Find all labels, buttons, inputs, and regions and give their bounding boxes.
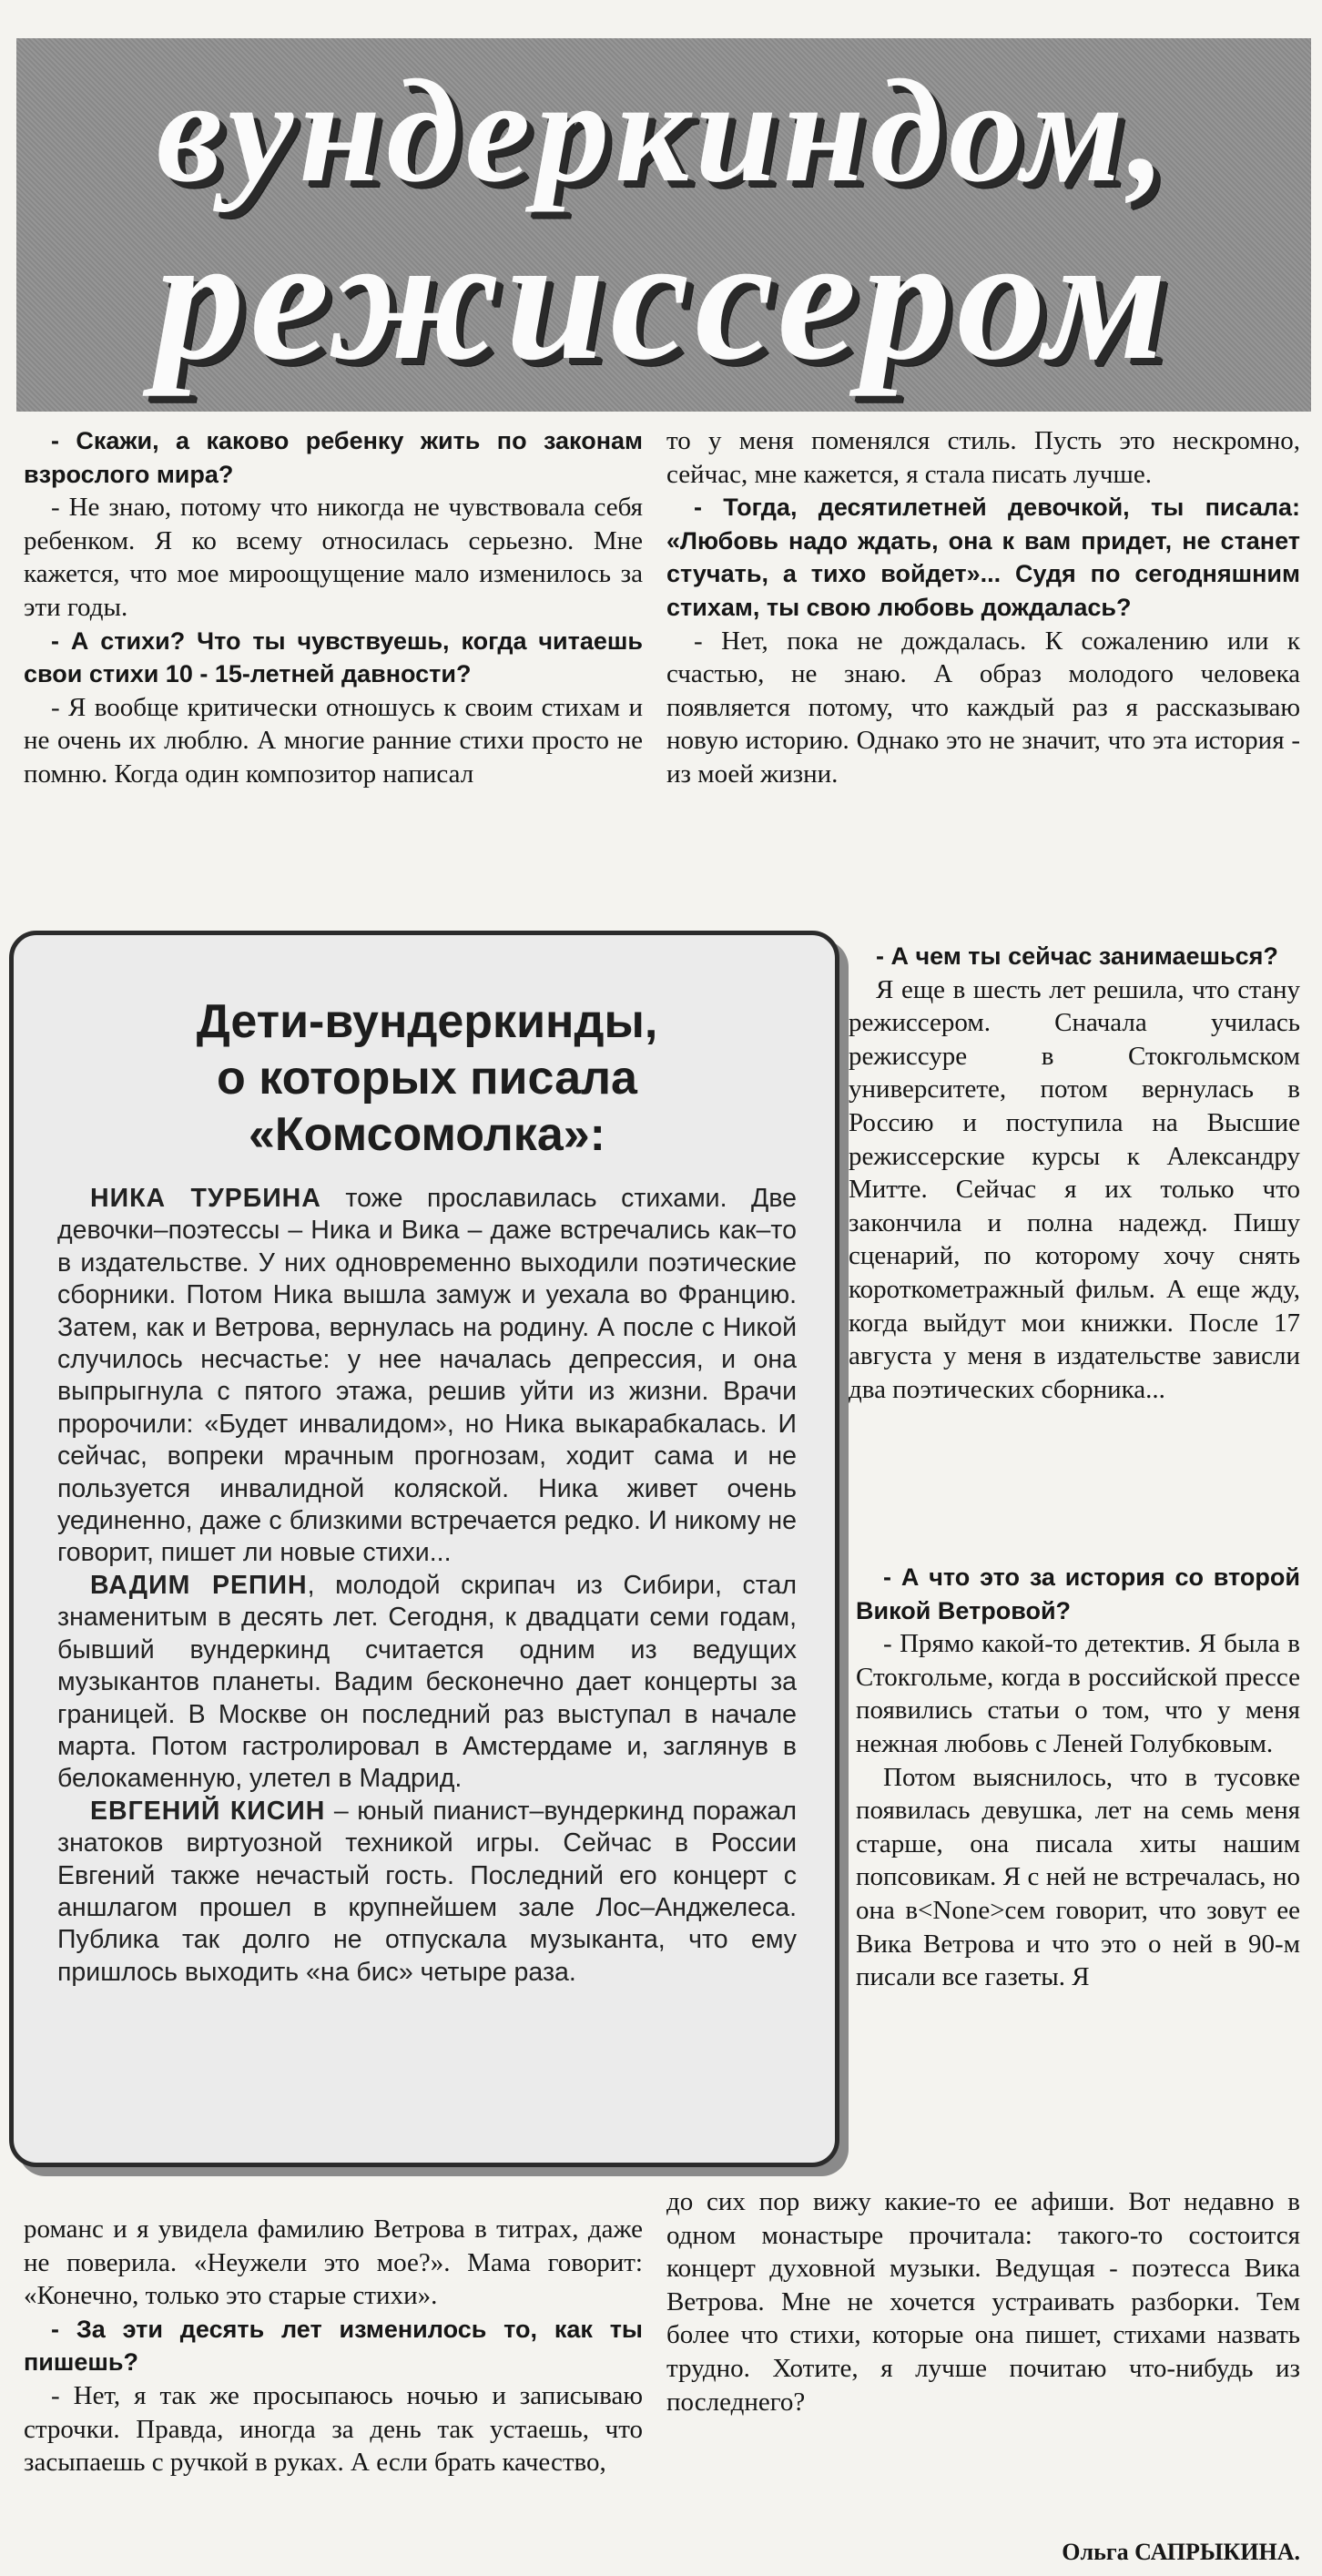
sidebar-text: [57, 1183, 797, 1989]
continuation: романс и я увидела фамилию Ветрова в титрах, даже не поверила. «Неужели это мое?». Мама говорит: «Конечно, только это старые стихи».: [24, 2215, 643, 2311]
sidebar-entry: [57, 1183, 797, 1570]
entry-text: , молодой скрипач из Сибири, стал знаменитым в десять лет. Сегодня, к двадцати семи годам, бывший вундеркинд считается одним из ведущих музыкантов планеты. Вадим бесконечно дает концерты за границей. В Москве он последний раз выступал в начале марта. Потом гастролировал в Амстердаме и, заглянув в белокаменную, улетел в Мадрид.: [57, 1570, 798, 1794]
question: - А стихи? Что ты чувствуешь, когда читаешь свои стихи 10 - 15-летней давности?: [24, 626, 643, 688]
headline-line-2: режиссером: [155, 199, 1173, 397]
question: - А чем ты сейчас занимаешься?: [876, 942, 1278, 970]
question: - А что это за история со второй Викой Ветровой?: [856, 1563, 1300, 1624]
question: - Тогда, десятилетней девочкой, ты писала: «Любовь надо ждать, она к вам придет, не станет стучать, а тихо войдет»... Судя по сегодняшним стихам, ты свою любовь дождалась?: [666, 494, 1300, 621]
sidebar-title: [57, 993, 797, 1163]
entry-name: НИКА ТУРБИНА: [90, 1184, 321, 1213]
sidebar-title-line: о которых писала: [217, 1052, 637, 1105]
answer: - Я вообще критически отношусь к своим стихам и не очень их люблю. А многие ранние стихи просто не помню. Когда один композитор написал: [24, 692, 643, 789]
sidebar-title-line: Дети-вундеркинды,: [196, 995, 658, 1048]
continuation: то у меня поменялся стиль. Пусть это нескромно, сейчас, мне кажется, я стала писать лучше.: [666, 426, 1300, 489]
article-column-right-low: [856, 1561, 1300, 1994]
entry-name: ЕВГЕНИЙ КИСИН: [90, 1796, 326, 1826]
author-byline: Ольга САПРЫКИНА.: [1062, 2539, 1300, 2565]
article-column-right-bottom: [666, 2185, 1300, 2418]
entry-text: тоже прославилась стихами. Две девочки–поэтессы – Ника и Вика – даже встречались как–то в издательстве. У них одновременно выходили поэтические сборники. Потом Ника вышла замуж и уехала во Францию. Затем, как и Ветрова, вернулась на родину. А после с Никой случилось несчастье: у нее началась депрессия, и она выпрыгнула с пятого этажа, решив уйти из жизни. Врачи пророчили: «Будет инвалидом», но Ника выкарабкалась. И сейчас, вопреки мрачным прогнозам, ходит сама и не пользуется инвалидной коляской. Ника живет очень уединенно, даже с близкими встречается редко. И никому не говорит, пишет ли новые стихи...: [57, 1184, 797, 1568]
sidebar-entry: [57, 1796, 797, 1989]
article-column-right-mid: [849, 940, 1300, 1406]
headline-banner: [16, 38, 1311, 412]
sidebar-entry: [57, 1570, 797, 1796]
sidebar-title-line: «Комсомолка»:: [249, 1108, 605, 1161]
entry-name: ВАДИМ РЕПИН: [90, 1570, 308, 1600]
article-column-left-top: [24, 424, 643, 791]
answer: - Нет, пока не дождалась. К сожалению или к счастью, не знаю. А образ молодого человека появляется потому, что каждый раз я рассказываю новую историю. Однако это не значит, что эта история - из моей жизни.: [666, 626, 1300, 789]
answer: - Прямо какой-то детектив. Я была в Стокгольме, когда в российской прессе появились статьи о том, что у меня нежная любовь с Леней Голубковым.: [856, 1629, 1300, 1758]
headline-line-1: вундеркиндом,: [156, 50, 1172, 213]
answer: - Нет, я так же просыпаюсь ночью и записываю строчки. Правда, иногда за день так устаешь, что засыпаешь с ручкой в руках. А если брать качество,: [24, 2380, 643, 2478]
question: - За эти десять лет изменилось то, как ты пишешь?: [24, 2315, 643, 2377]
sidebar-box: [9, 931, 839, 2167]
entry-text: – юный пианист–вундеркинд поражал знатоков виртуозной техникой игры. Сейчас в России Евгений также нечастый гость. Последний его концерт с аншлагом прошел в крупнейшем зале Лос–Анджелеса. Публика так долго не отпускала музыканта, что ему пришлось выходить «на бис» четыре раза.: [57, 1796, 797, 1987]
answer: Я еще в шесть лет решила, что стану режиссером. Сначала училась режиссуре в Стокгольмском университете, потом вернулась в Россию и поступила на Высшие режиссерские курсы к Александру Митте. Сейчас я их только что закончила и полна надежд. Пишу сценарий, по которому хочу снять короткометражный фильм. А еще жду, когда выйдут мои книжки. После 17 августа у меня в издательстве зависли два поэтических сборника...: [849, 974, 1300, 1404]
article-column-left-bottom: [24, 2213, 643, 2479]
question: - Скажи, а каково ребенку жить по законам взрослого мира?: [24, 427, 643, 488]
article-column-right-top: [666, 424, 1300, 791]
answer: - Не знаю, потому что никогда не чувствовала себя ребенком. Я ко всему относилась серьезно. Мне кажется, что мое мироощущение мало изменилось за эти годы.: [24, 493, 643, 622]
continuation: до сих пор вижу какие-то ее афиши. Вот недавно в одном монастыре прочитала: такого-то состоится концерт духовной музыки. Ведущая - поэтесса Вика Ветрова. Мне не хочется устраивать разборки. Тем более что стихи, которые она пишет, стихами назвать трудно. Хотите, я лучше почитаю что-нибудь из последнего?: [666, 2187, 1300, 2417]
answer: Потом выяснилось, что в тусовке появилась девушка, лет на семь меня старше, она писала хиты нашим попсовикам. Я с ней не встречалась, но она в<None>сем говорит, что зовут ее Вика Ветрова и что это о ней в 90-м писали все газеты. Я: [856, 1762, 1300, 1992]
